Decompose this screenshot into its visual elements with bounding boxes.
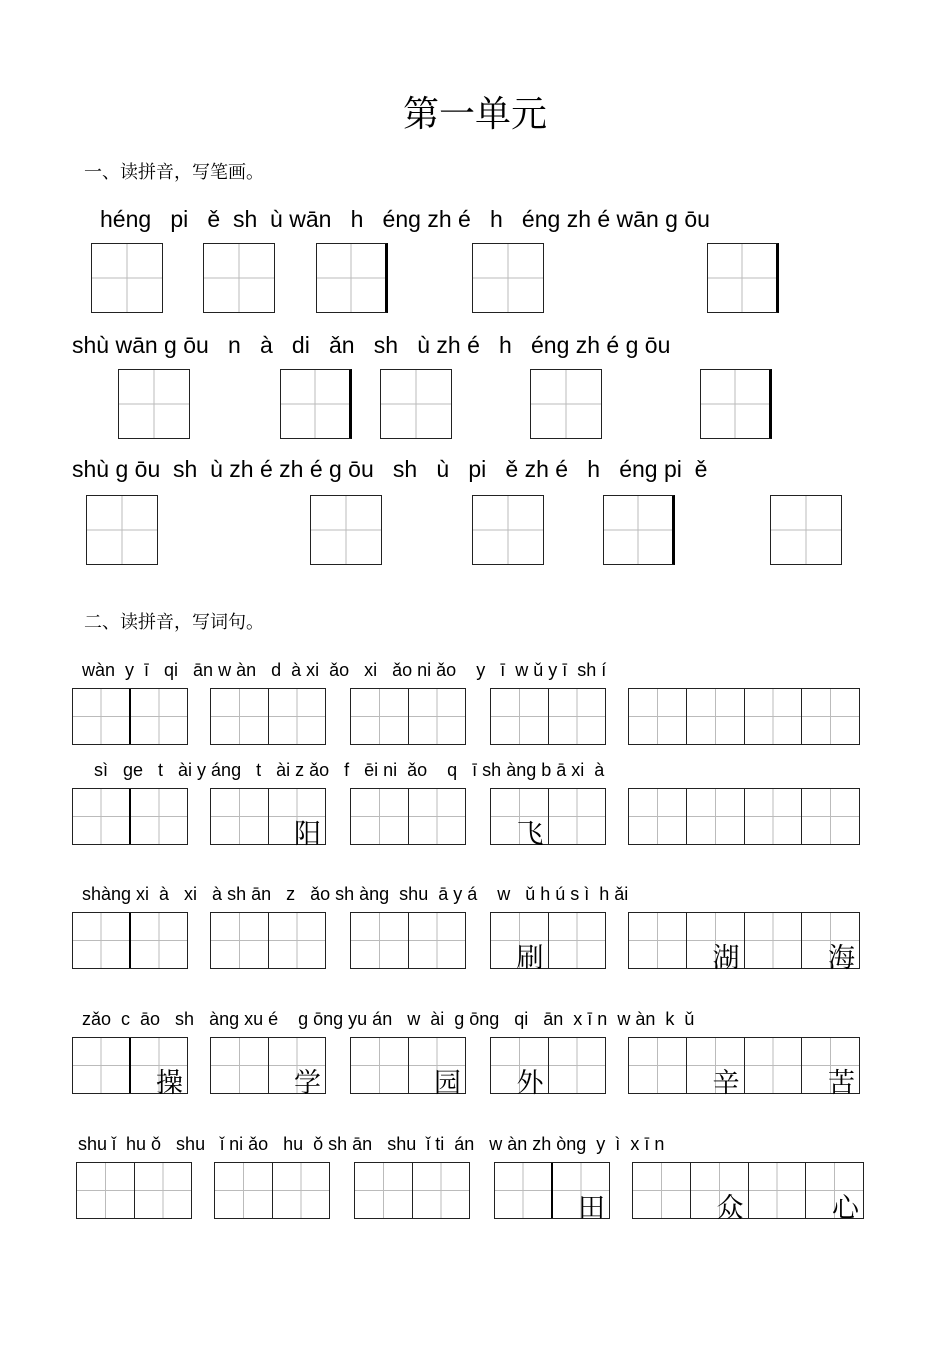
word-box[interactable]: [210, 1037, 326, 1099]
pinyin-row-1: héng pi ě sh ù wān h éng zh é h éng zh é wān g ōu: [100, 206, 710, 232]
stroke-grid-box[interactable]: [380, 369, 452, 439]
word-box[interactable]: [350, 688, 466, 745]
stroke-grid-box[interactable]: [700, 369, 772, 439]
word-box[interactable]: [72, 1037, 188, 1099]
given-char: 众: [716, 1193, 744, 1224]
word-box[interactable]: [76, 1162, 192, 1219]
page-title: 第一单元: [402, 94, 547, 135]
word-box[interactable]: [350, 912, 466, 969]
given-char: 操: [156, 1068, 183, 1099]
stroke-grid-box[interactable]: [91, 243, 163, 313]
given-char: 田: [578, 1193, 605, 1224]
given-char: 飞: [516, 819, 544, 850]
given-char: 湖: [712, 943, 740, 974]
given-char: 外: [516, 1068, 544, 1099]
given-char: 海: [828, 943, 855, 974]
pinyin-row-words-4: zǎo c āo sh àng xu é g ōng yu án w ài g ōng qi ān x ī n w àn k ǔ: [82, 1009, 695, 1029]
word-box[interactable]: [490, 1037, 606, 1099]
pinyin-row-words-5: shu ǐ hu ǒ shu ǐ ni ǎo hu ǒ sh ān shu ǐ ti án w àn zh òng y ì x ī n: [78, 1134, 665, 1154]
section-1-label: 一、读拼音，写笔画。: [84, 162, 264, 183]
stroke-grid-box[interactable]: [86, 495, 158, 565]
given-char: 刷: [516, 943, 544, 974]
word-box[interactable]: [494, 1162, 610, 1224]
pinyin-row-3: shù g ōu sh ù zh é zh é g ōu sh ù pi ě zh é h éng pi ě: [72, 456, 708, 482]
given-char: 辛: [712, 1068, 740, 1099]
word-box[interactable]: [354, 1162, 470, 1219]
phrase-box[interactable]: [632, 1162, 864, 1224]
stroke-grid-box[interactable]: [472, 495, 544, 565]
word-box[interactable]: [490, 788, 606, 850]
given-char: 心: [832, 1193, 859, 1224]
phrase-box[interactable]: [628, 912, 860, 974]
word-box[interactable]: [210, 688, 326, 745]
word-box[interactable]: [350, 1037, 466, 1099]
stroke-grid-box[interactable]: [316, 243, 388, 313]
stroke-grid-box[interactable]: [310, 495, 382, 565]
section-2-label: 二、读拼音，写词句。: [84, 612, 264, 633]
word-box[interactable]: [350, 788, 466, 845]
word-box[interactable]: [210, 788, 326, 850]
phrase-box[interactable]: [628, 688, 860, 745]
word-box[interactable]: [490, 688, 606, 745]
stroke-grid-box[interactable]: [530, 369, 602, 439]
given-char: 阳: [294, 819, 321, 850]
stroke-grid-box[interactable]: [280, 369, 352, 439]
pinyin-row-words-2: sì ge t ài y áng t ài z ǎo f ēi ni ǎo q ī sh àng b ā xi à: [94, 760, 605, 780]
stroke-grid-box[interactable]: [118, 369, 190, 439]
given-char: 学: [294, 1068, 321, 1099]
phrase-box[interactable]: [628, 1037, 860, 1099]
word-box[interactable]: [490, 912, 606, 974]
word-box[interactable]: [72, 688, 188, 745]
stroke-grid-box[interactable]: [707, 243, 779, 313]
stroke-grid-box[interactable]: [472, 243, 544, 313]
pinyin-row-words-3: shàng xi à xi à sh ān z ǎo sh àng shu ā y á w ǔ h ú s ì h ǎi: [82, 884, 629, 904]
phrase-box[interactable]: [628, 788, 860, 845]
stroke-grid-box[interactable]: [603, 495, 675, 565]
word-box[interactable]: [214, 1162, 330, 1219]
given-char: 苦: [828, 1068, 855, 1099]
word-box[interactable]: [72, 788, 188, 845]
pinyin-row-words-1: wàn y ī qi ān w àn d à xi ǎo xi ǎo ni ǎo y ī w ǔ y ī sh í: [82, 660, 607, 680]
stroke-grid-box[interactable]: [770, 495, 842, 565]
stroke-grid-box[interactable]: [203, 243, 275, 313]
word-box[interactable]: [72, 912, 188, 969]
pinyin-row-2: shù wān g ōu n à di ǎn sh ù zh é h éng zh é g ōu: [72, 332, 671, 358]
word-box[interactable]: [210, 912, 326, 969]
given-char: 园: [434, 1068, 461, 1099]
